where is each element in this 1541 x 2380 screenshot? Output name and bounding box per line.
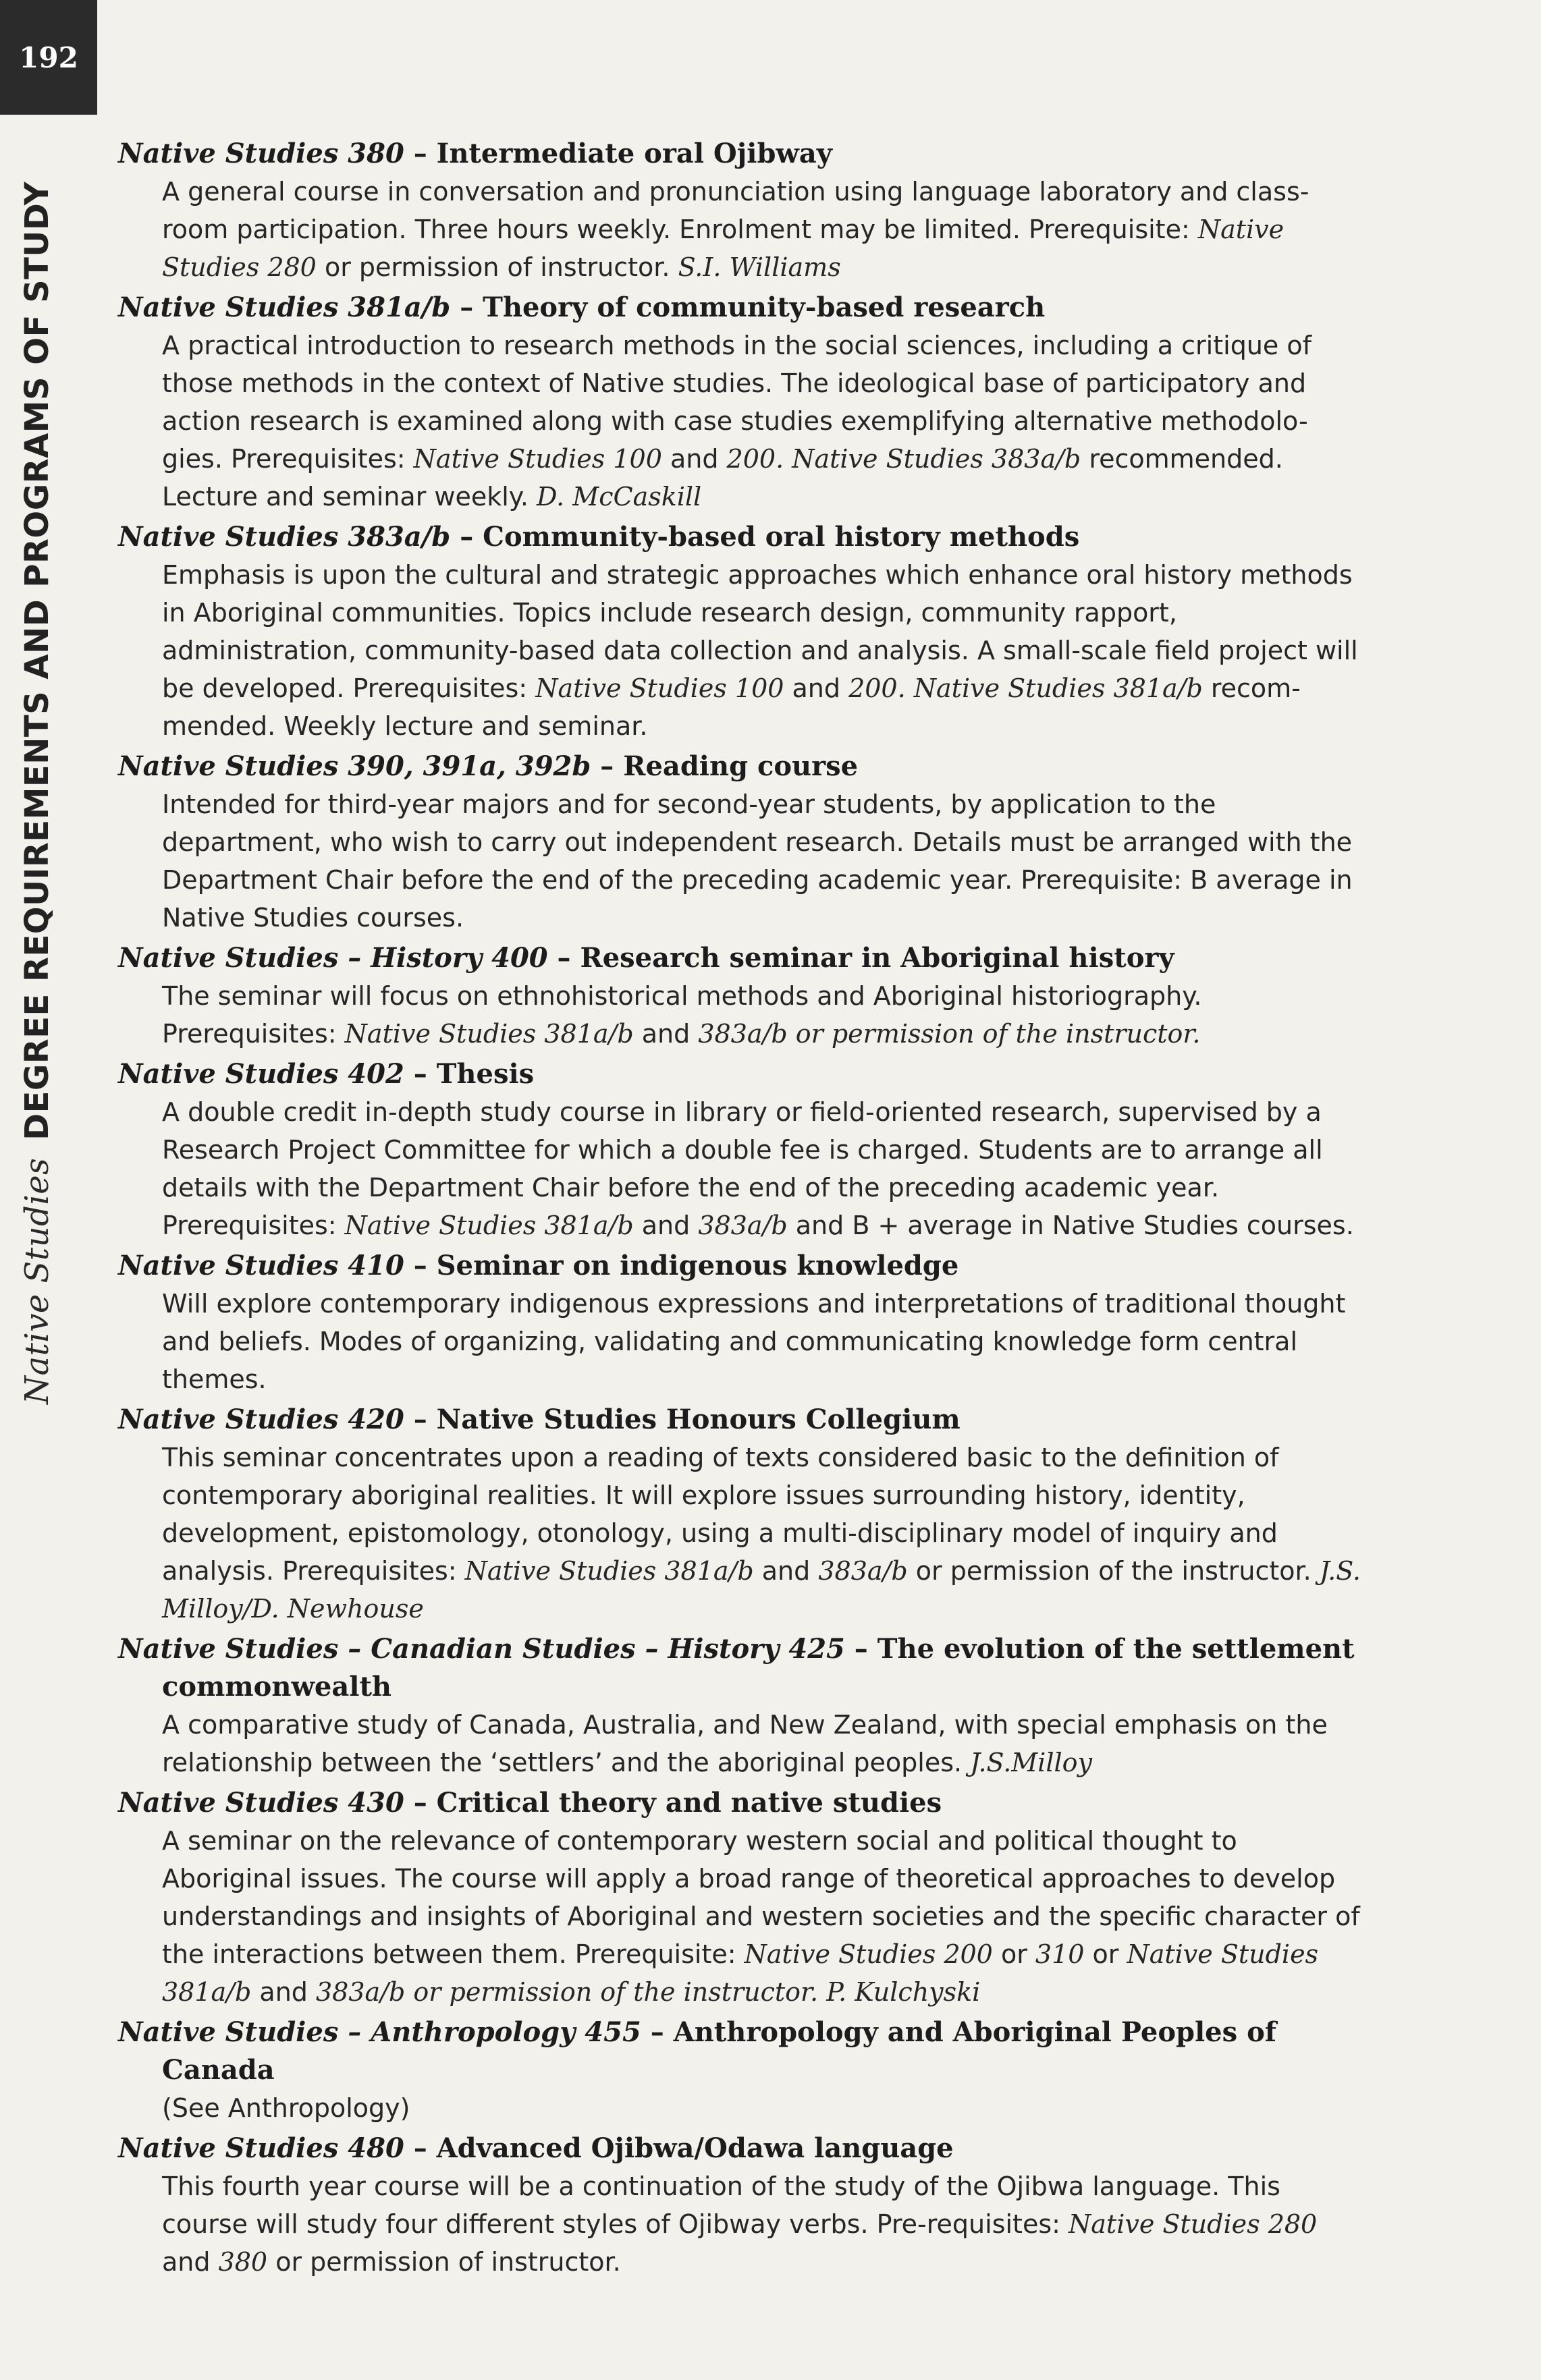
- course-list: [118, 135, 1370, 2284]
- course-entry: [118, 518, 1370, 745]
- course-entry: [118, 1784, 1370, 2011]
- course-description: [118, 1822, 1370, 2011]
- course-text: and: [753, 1556, 819, 1586]
- side-header-series: Native Studies: [18, 1157, 56, 1404]
- course-reference: Native Studies 381a/b: [344, 1211, 634, 1240]
- course-text: or permission of the instructor.: [907, 1556, 1320, 1586]
- course-description: [118, 556, 1370, 745]
- course-entry: [118, 1401, 1370, 1628]
- course-heading-separator: –: [591, 750, 624, 782]
- course-description: [118, 2089, 1370, 2127]
- course-heading-separator: –: [450, 292, 483, 323]
- course-reference: Native Studies 280: [1069, 2209, 1318, 2239]
- course-title: Native Studies Honours Collegium: [436, 1404, 961, 1435]
- course-reference: Native Studies 100: [535, 673, 784, 703]
- course-text: A general course in conversation and pronunciation using language laboratory and class- room participation. Three hours weekly. Enrolment may be limited. Prerequisite:: [162, 177, 1309, 244]
- course-code: Native Studies 402: [118, 1058, 404, 1090]
- course-text: or: [992, 1939, 1035, 1969]
- course-title: Theory of community-based research: [483, 292, 1046, 323]
- course-reference: S.I. Williams: [678, 252, 841, 282]
- course-text: and: [784, 673, 849, 703]
- course-description: [118, 173, 1370, 286]
- course-heading: [118, 135, 1370, 173]
- course-heading-separator: –: [404, 1250, 437, 1281]
- course-heading: [118, 1247, 1370, 1285]
- course-heading-separator: –: [404, 1787, 437, 1819]
- course-title: Critical theory and native studies: [436, 1787, 942, 1819]
- course-code: Native Studies 380: [118, 138, 404, 169]
- course-description: [118, 785, 1370, 937]
- course-title: Advanced Ojibwa/Odawa language: [436, 2132, 954, 2164]
- course-heading-separator: –: [404, 138, 437, 169]
- course-entry: [118, 289, 1370, 516]
- course-description: [118, 977, 1370, 1053]
- course-heading-separator: –: [404, 2132, 437, 2164]
- course-heading: [118, 1401, 1370, 1439]
- course-reference: 383a/b or permission of the instructor.: [698, 1019, 1201, 1049]
- course-text: recom- mended. Weekly lecture and seminar.: [162, 673, 1301, 741]
- course-code: Native Studies 390, 391a, 392b: [118, 750, 591, 782]
- course-heading: [118, 1784, 1370, 1822]
- course-heading-separator: –: [404, 1058, 437, 1090]
- page-number-box: [0, 0, 97, 115]
- course-text: and: [633, 1211, 699, 1240]
- course-text: Will explore contemporary indigenous expressions and interpretations of traditional thought and beliefs. Modes of organizing, validating and communicating knowledge form central themes.: [162, 1289, 1346, 1394]
- course-reference: J.S.Milloy: [970, 1748, 1092, 1777]
- course-text: or permission of instructor.: [316, 252, 678, 282]
- course-entry: [118, 1055, 1370, 1244]
- course-heading: [118, 748, 1370, 785]
- course-entry: [118, 135, 1370, 286]
- course-description: [118, 1439, 1370, 1628]
- course-description: [118, 327, 1370, 516]
- course-heading: [118, 939, 1370, 977]
- course-text: and: [162, 2247, 219, 2277]
- course-reference: Native Studies 381a/b: [464, 1556, 754, 1586]
- course-reference: Native Studies 200: [744, 1939, 993, 1969]
- side-header: [0, 115, 74, 1404]
- course-entry: [118, 1630, 1370, 1781]
- course-heading-separator: –: [450, 521, 483, 553]
- course-heading-separator: –: [404, 1404, 437, 1435]
- course-description: [118, 1285, 1370, 1398]
- course-code: Native Studies – History 400: [118, 942, 548, 974]
- side-header-section: DEGREE REQUIREMENTS AND PROGRAMS OF STUDY: [18, 182, 56, 1140]
- course-reference: 383a/b: [698, 1211, 788, 1240]
- course-text: A double credit in-depth study course in library or field-oriented research, supervised by a Research Project Committee for which a double fee is charged. Students are to arrange all details with the Department Chair before the end of the preceding academic year. Prerequisites:: [162, 1097, 1323, 1240]
- course-code: Native Studies 420: [118, 1404, 404, 1435]
- course-text: or: [1084, 1939, 1127, 1969]
- course-code: Native Studies 381a/b: [118, 292, 451, 323]
- course-reference: 200. Native Studies 383a/b: [726, 444, 1081, 474]
- course-text: A comparative study of Canada, Australia, and New Zealand, with special emphasis on the relationship between the ‘settlers’ and the aboriginal peoples.: [162, 1710, 1328, 1777]
- course-code: Native Studies 430: [118, 1787, 404, 1819]
- course-description: [118, 2167, 1370, 2281]
- course-reference: 380: [218, 2247, 268, 2277]
- course-reference: Native Studies 381a/b: [162, 1939, 1319, 2007]
- course-entry: [118, 2014, 1370, 2127]
- course-text: (See Anthropology): [162, 2093, 410, 2123]
- course-text: The seminar will focus on ethnohistorical methods and Aboriginal historiography. Prerequisites:: [162, 981, 1202, 1049]
- course-heading-separator: –: [547, 942, 580, 974]
- course-code: Native Studies 480: [118, 2132, 404, 2164]
- course-heading: [118, 518, 1370, 556]
- course-heading: [118, 2130, 1370, 2167]
- course-title: Intermediate oral Ojibway: [436, 138, 833, 169]
- course-heading: [118, 1630, 1370, 1706]
- course-entry: [118, 748, 1370, 937]
- course-text: A practical introduction to research methods in the social sciences, including a critique of those methods in the context of Native studies. The ideological base of participatory and action research is examined along with case studies exemplifying alternative methodolo- gies. Prerequisites:: [162, 331, 1312, 474]
- course-title: Community-based oral history methods: [483, 521, 1080, 553]
- course-reference: 200. Native Studies 381a/b: [848, 673, 1203, 703]
- course-heading: [118, 289, 1370, 327]
- course-entry: [118, 2130, 1370, 2281]
- course-reference: Native Studies 280: [162, 215, 1285, 282]
- course-title: Reading course: [623, 750, 859, 782]
- course-code: Native Studies – Anthropology 455: [118, 2016, 641, 2048]
- course-text: Intended for third-year majors and for second-year students, by application to the department, who wish to carry out independent research. Details must be arranged with the Department Chair before the end of the preceding academic year. Prerequisite: B average in Native Studies courses.: [162, 790, 1353, 933]
- course-text: or permission of instructor.: [267, 2247, 621, 2277]
- course-title: Seminar on indigenous knowledge: [436, 1250, 959, 1281]
- course-entry: [118, 939, 1370, 1053]
- course-code: Native Studies 383a/b: [118, 521, 451, 553]
- course-description: [118, 1706, 1370, 1781]
- side-header-text: [18, 182, 56, 1404]
- course-code: Native Studies – Canadian Studies – History 425: [118, 1633, 845, 1665]
- course-entry: [118, 1247, 1370, 1398]
- course-text: A seminar on the relevance of contemporary western social and political thought to Aboriginal issues. The course will apply a broad range of theoretical approaches to develop understandings and insights of Aboriginal and western societies and the specific character of the interactions between them. Prerequisite:: [162, 1826, 1360, 1969]
- page-number: 192: [19, 40, 78, 74]
- course-text: recommended. Lecture and seminar weekly.: [162, 444, 1283, 511]
- course-reference: J.S. Milloy/D. Newhouse: [162, 1556, 1361, 1624]
- course-reference: 383a/b: [818, 1556, 908, 1586]
- course-text: and B + average in Native Studies courses.: [787, 1211, 1354, 1240]
- course-text: This fourth year course will be a continuation of the study of the Ojibwa language. This course will study four different styles of Ojibway verbs. Pre-requisites:: [162, 2171, 1280, 2239]
- course-heading-separator: –: [844, 1633, 877, 1665]
- course-text: and: [661, 444, 727, 474]
- course-title: Research seminar in Aboriginal history: [580, 942, 1174, 974]
- course-heading-separator: –: [641, 2016, 674, 2048]
- course-text: This seminar concentrates upon a reading of texts considered basic to the definition of contemporary aboriginal realities. It will explore issues surrounding history, identity, development, epistomology, otonology, using a multi-disciplinary model of inquiry and analysis. Prerequisites:: [162, 1443, 1279, 1586]
- course-title: The evolution of the settlement commonwealth: [162, 1633, 1355, 1703]
- course-reference: D. McCaskill: [537, 482, 702, 511]
- course-reference: 310: [1035, 1939, 1085, 1969]
- course-title: Anthropology and Aboriginal Peoples of Canada: [162, 2016, 1276, 2086]
- course-code: Native Studies 410: [118, 1250, 404, 1281]
- course-description: [118, 1093, 1370, 1244]
- course-reference: Native Studies 381a/b: [344, 1019, 634, 1049]
- course-title: Thesis: [436, 1058, 535, 1090]
- course-reference: 383a/b or permission of the instructor. P. Kulchyski: [315, 1977, 981, 2007]
- course-text: and: [251, 1977, 316, 2007]
- course-heading: [118, 2014, 1370, 2089]
- course-heading: [118, 1055, 1370, 1093]
- course-text: Emphasis is upon the cultural and strategic approaches which enhance oral history methods in Aboriginal communities. Topics include research design, community rapport, administration, community-based data collection and analysis. A small-scale field project will be developed. Prerequisites:: [162, 560, 1358, 703]
- course-reference: Native Studies 100: [413, 444, 662, 474]
- course-text: and: [633, 1019, 699, 1049]
